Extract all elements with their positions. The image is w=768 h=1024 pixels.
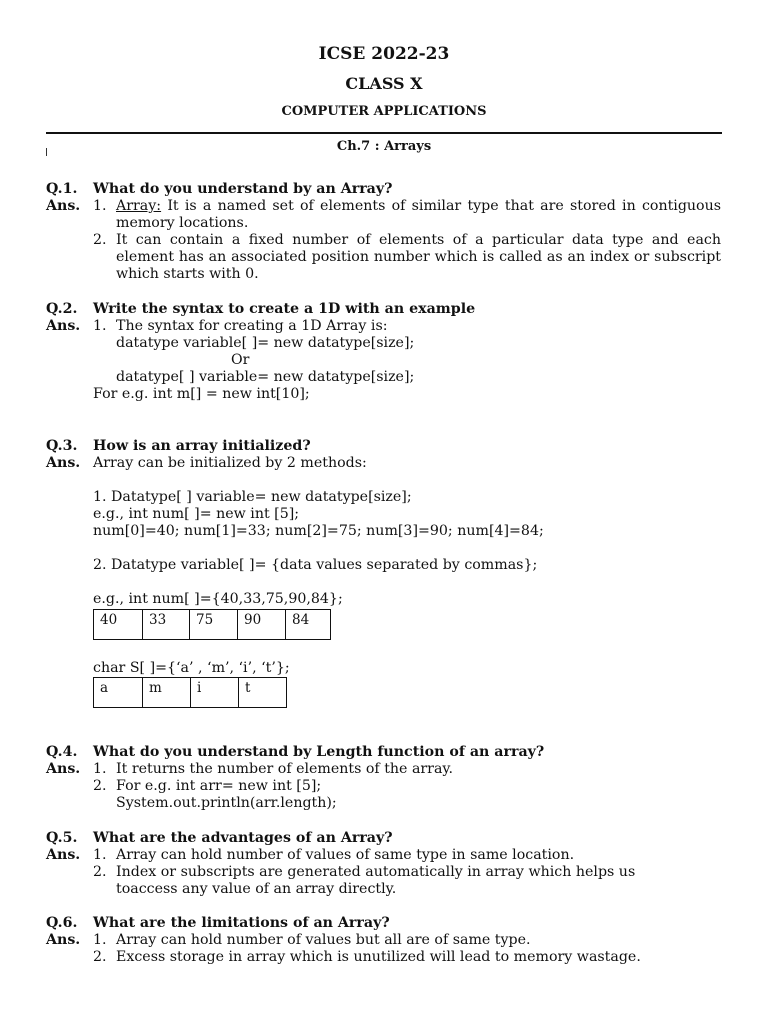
method-1-assignments: num[0]=40; num[1]=33; num[2]=75; num[3]=90; num[4]=84;	[93, 523, 544, 539]
question-text: What are the limitations of an Array?	[93, 915, 390, 931]
method-1-example: e.g., int num[ ]= new int [5];	[93, 506, 300, 522]
item-number: 1.	[93, 761, 107, 777]
question-text: Write the syntax to create a 1D with an example	[93, 301, 476, 317]
answer-label: Ans.	[46, 198, 81, 214]
char-example-line: char S[ ]={‘a’ , ‘m’, ‘i’, ‘t’};	[93, 660, 290, 676]
method-1-syntax: 1. Datatype[ ] variable= new datatype[size];	[93, 489, 412, 505]
answer-point: Excess storage in array which is unutilized will lead to memory wastage.	[116, 949, 641, 965]
subject-heading: COMPUTER APPLICATIONS	[281, 104, 487, 119]
question-label: Q.3.	[46, 438, 78, 454]
item-number: 1.	[93, 318, 107, 334]
code-line: System.out.println(arr.length);	[116, 795, 337, 811]
array-cell: a	[94, 678, 143, 708]
question-label: Q.6.	[46, 915, 78, 931]
answer-label: Ans.	[46, 932, 81, 948]
answer-line: The syntax for creating a 1D Array is:	[116, 318, 388, 334]
item-number: 2.	[93, 949, 107, 965]
chapter-heading: Ch.7 : Arrays	[336, 139, 432, 154]
item-number: 2.	[93, 778, 107, 794]
method-2-example: e.g., int num[ ]={40,33,75,90,84};	[93, 591, 343, 607]
question-text: What do you understand by Length function of an array?	[93, 744, 545, 760]
answer-point: Index or subscripts are generated automatically in array which helps us toaccess any value of an array directly.	[116, 864, 636, 897]
answer-point: Array can hold number of values of same type in same location.	[116, 847, 575, 863]
doc-title: ICSE 2022-23	[318, 44, 450, 64]
array-cell: 90	[238, 610, 286, 640]
int-array-table	[93, 609, 331, 640]
answer-point	[116, 198, 721, 232]
question-label: Q.5.	[46, 830, 78, 846]
answer-point: It can contain a fixed number of elements of a particular data type and each element has an associated position number which is called as an index or subscript which starts with 0.	[116, 232, 721, 282]
array-cell: 75	[190, 610, 238, 640]
syntax-line: datatype variable[ ]= new datatype[size];	[116, 335, 415, 351]
question-text: How is an array initialized?	[93, 438, 311, 454]
char-array-table	[93, 677, 287, 708]
answer-point-text: It is a named set of elements of similar type that are stored in contiguous memory locations.	[116, 198, 721, 231]
answer-point: It returns the number of elements of the array.	[116, 761, 454, 777]
or-text: Or	[231, 352, 250, 368]
answer-line: Array can be initialized by 2 methods:	[93, 455, 367, 471]
item-number: 1.	[93, 932, 107, 948]
item-number: 1.	[93, 847, 107, 863]
answer-label: Ans.	[46, 318, 81, 334]
method-2-syntax: 2. Datatype variable[ ]= {data values separated by commas};	[93, 557, 538, 573]
answer-label: Ans.	[46, 847, 81, 863]
question-label: Q.2.	[46, 301, 78, 317]
array-cell: i	[191, 678, 239, 708]
array-cell: 40	[94, 610, 143, 640]
answer-point: Array can hold number of values but all are of same type.	[116, 932, 531, 948]
question-text: What are the advantages of an Array?	[93, 830, 393, 846]
question-text: What do you understand by an Array?	[93, 181, 393, 197]
syntax-line: datatype[ ] variable= new datatype[size];	[116, 369, 415, 385]
example-line: For e.g. int m[] = new int[10];	[93, 386, 310, 402]
question-label: Q.4.	[46, 744, 78, 760]
array-cell: 33	[143, 610, 190, 640]
question-label: Q.1.	[46, 181, 78, 197]
array-cell: 84	[286, 610, 331, 640]
header-rule	[46, 132, 722, 134]
class-heading: CLASS X	[345, 74, 423, 93]
array-cell: m	[143, 678, 191, 708]
margin-mark	[46, 148, 47, 156]
item-number: 2.	[93, 864, 107, 880]
answer-label: Ans.	[46, 761, 81, 777]
item-number: 1.	[93, 198, 107, 214]
item-number: 2.	[93, 232, 107, 248]
answer-point: For e.g. int arr= new int [5];	[116, 778, 322, 794]
term-array: Array:	[116, 198, 162, 214]
array-cell: t	[239, 678, 287, 708]
answer-label: Ans.	[46, 455, 81, 471]
